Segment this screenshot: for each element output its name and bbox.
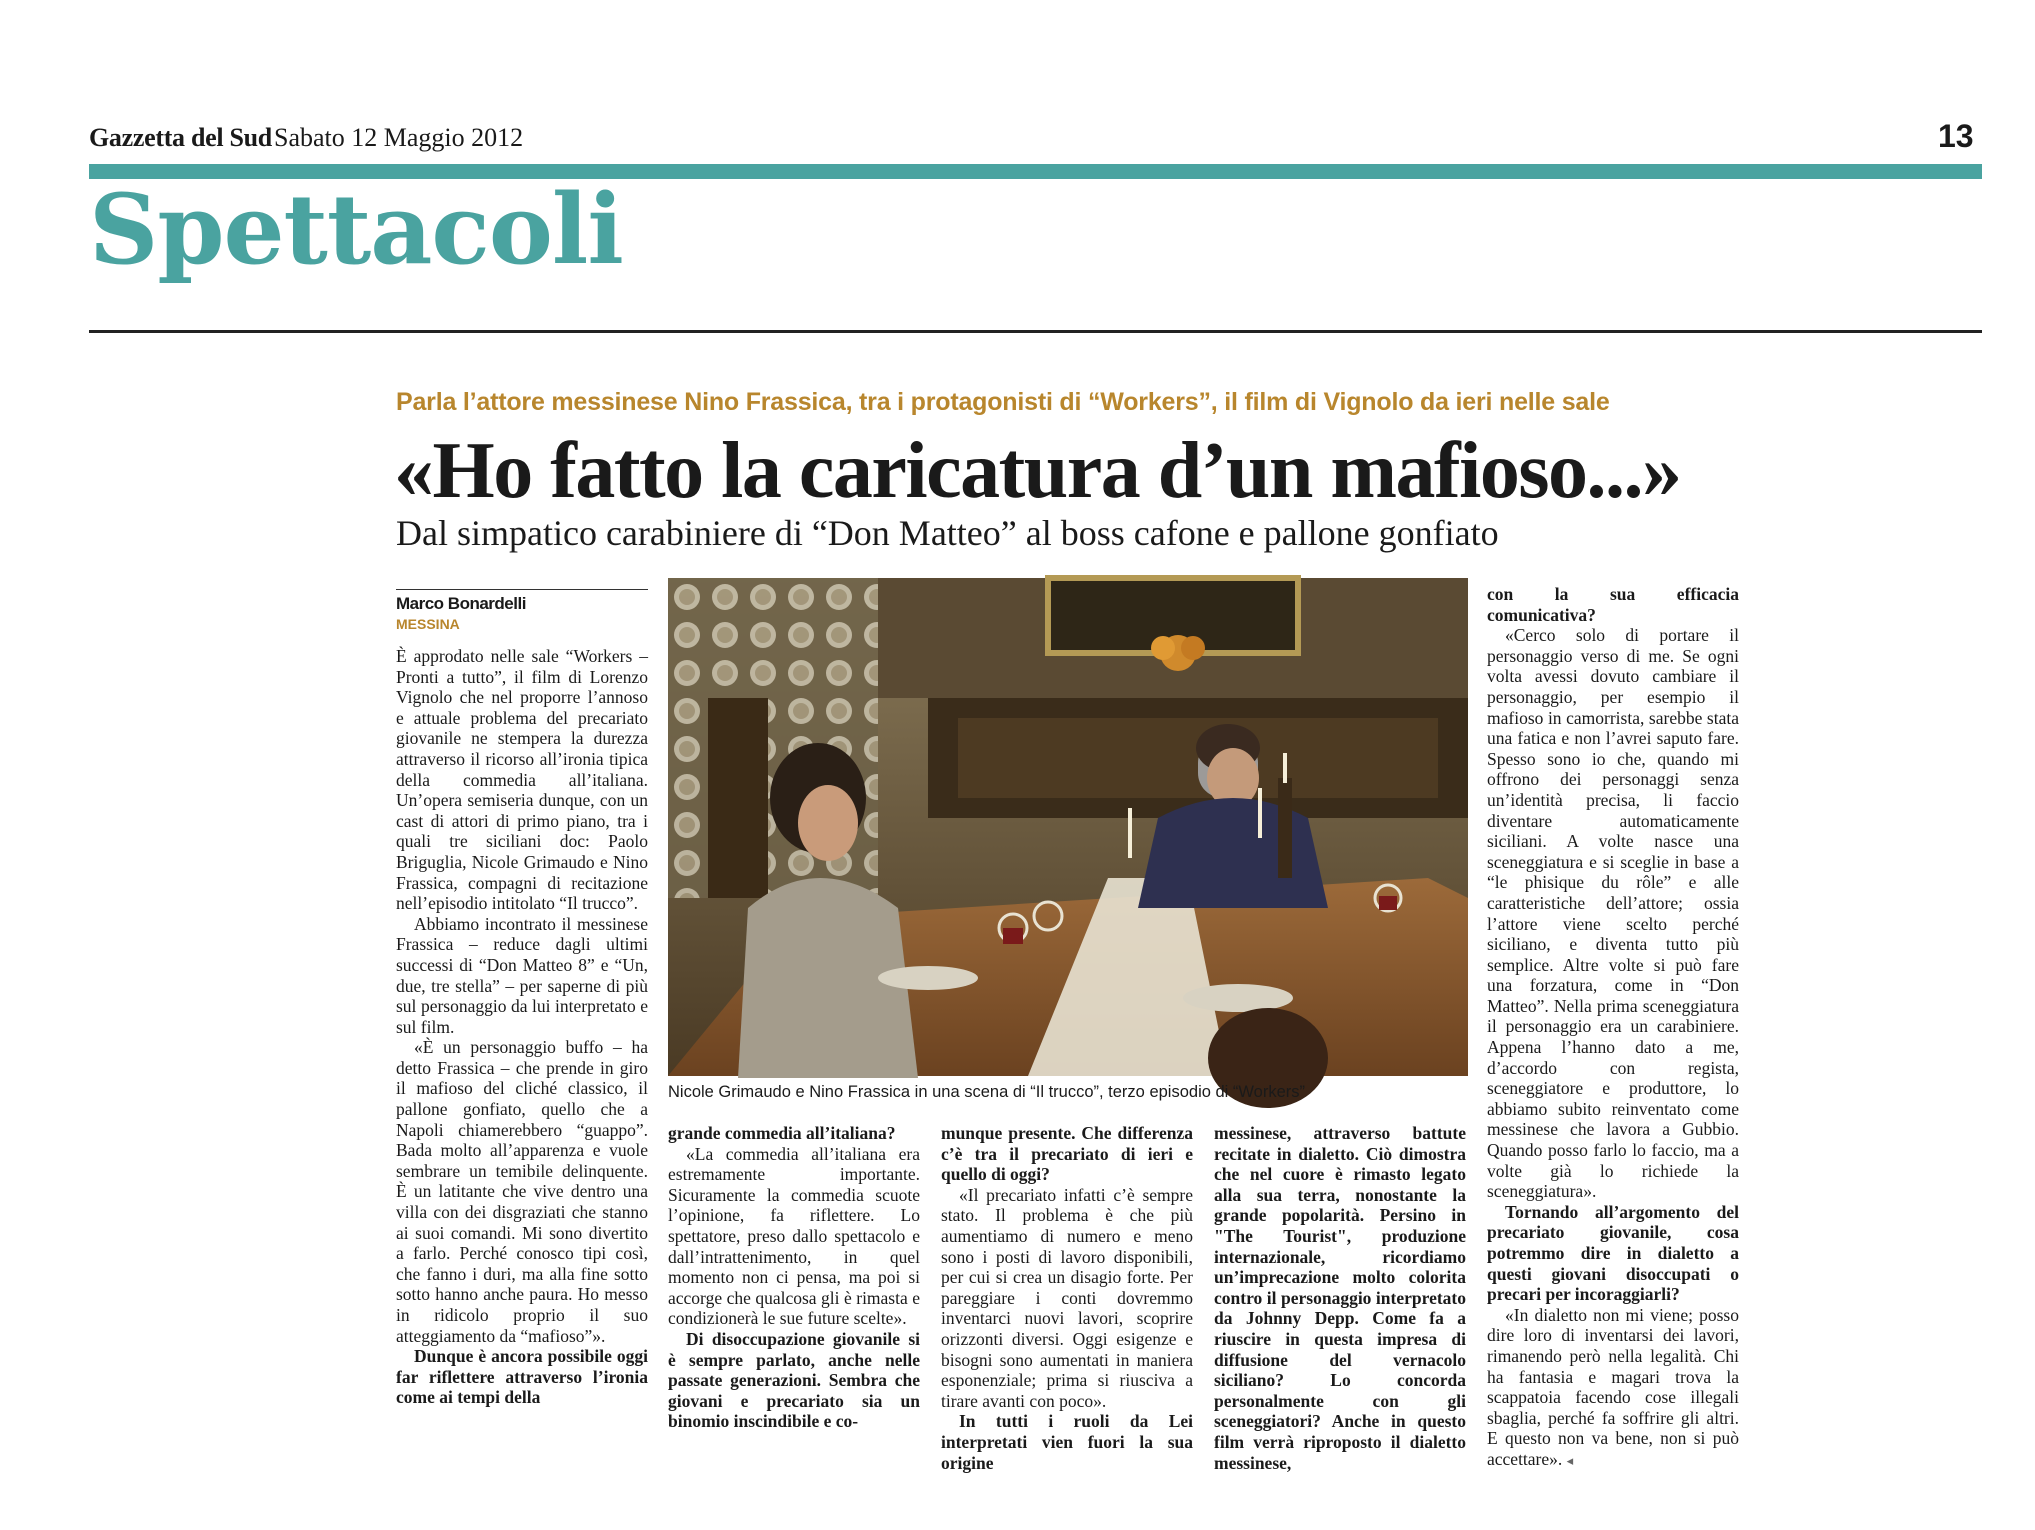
- byline-location: MESSINA: [396, 616, 460, 632]
- article-column-1: [396, 646, 648, 1456]
- paragraph: «È un personaggio buffo – ha detto Frassica – che prende in giro il mafioso del cliché classico, il pallone gonfiato, quello che a Napoli chiamerebbero “guappo”. Bada molto all’apparenza e vuole sembrare un temibile delinquente. È un latitante che vive dentro una villa con dei disgraziati che stanno ai suoi comandi. Mi sono divertito a farlo. Perché conosco tipi così, che fanno i duri, ma alla fine sotto sotto hanno anche paura. Ho messo in ridicolo proprio il suo atteggiamento da “mafioso”».: [396, 1037, 648, 1346]
- interview-question: con la sua efficacia comunicativa?: [1487, 584, 1739, 625]
- interview-question: Tornando all’argomento del precariato giovanile, cosa potremmo dire in dialetto a questi giovani disoccupati o precari per incoraggiarli?: [1487, 1201, 1739, 1305]
- article-column-5: [1487, 584, 1739, 1469]
- article-column-2: [668, 1123, 920, 1456]
- byline-author: Marco Bonardelli: [396, 594, 526, 613]
- paragraph: «La commedia all’italiana era estremamente importante. Sicuramente la commedia scuote l’opinione, fa riflettere. Lo spettatore, preso dallo spettacolo e dall’intrattenimento, in quel momento non ci pensa, ma poi si accorge che qualcosa gli è rimasta e condizionerà le sue future scelte».: [668, 1143, 920, 1329]
- interview-question: grande commedia all’italiana?: [668, 1123, 896, 1143]
- paragraph: «Il precariato infatti c’è sempre stato. Il problema è che più aumentiamo di numero e meno sono i posti di lavoro disponibili, per cui si crea un disagio forte. Per pareggiare i conti dovremmo inventarci nuovi lavori, scoprire orizzonti diversi. Oggi esigenze e bisogni sono aumentati in maniera esponenziale; prima si riusciva a tirare avanti con poco».: [941, 1184, 1193, 1411]
- article-column-4: [1214, 1123, 1466, 1473]
- interview-question: messinese, attraverso battute recitate in dialetto. Ciò dimostra che nel cuore è rimasto legato alla sua terra, nonostante la grande popolarità. Persino in "The Tourist", produzione internazionale, ricordiamo un’imprecazione molto colorita contro il personaggio interpretato da Johnny Depp. Come fa a riuscire in questa impresa di diffusione del vernacolo siciliano? Lo concorda personalmente con gli sceneggiatori? Anche in questo film verrà riproposto il dialetto messinese,: [1214, 1123, 1466, 1473]
- paragraph: «Cerco solo di portare il personaggio verso di me. Se ogni volta avessi dovuto cambiare il personaggio, per esempio il mafioso in camorrista, sarebbe stata una fatica e non l’avrei saputo fare. Spesso sono io che, quando mi offrono dei personaggi senza un’identità precisa, li faccio diventare automaticamente siciliani. A volte nasce una sceneggiatura e si sceglie in base a “le phisique du rôle” e alle caratteristiche dell’attore; ossia l’attore viene scelto perché siciliano, e diventa tutto più semplice. Altre volte si può fare una forzatura, come in “Don Matteo”. Nella prima sceneggiatura il personaggio era un carabiniere. Appena l’hanno dato a me, d’accordo con regista, sceneggiatore e produttore, lo abbiamo subito reinventato come messinese che lavora a Gubbio. Quando posso farlo lo faccio, ma a volte già lo richiede la sceneggiatura».: [1487, 625, 1739, 1202]
- article-subheadline: Dal simpatico carabiniere di “Don Matteo” al boss cafone e pallone gonfiato: [396, 513, 1499, 553]
- interview-question: Di disoccupazione giovanile si è sempre parlato, anche nelle passate generazioni. Sembra che giovani e precariato sia un binomio inscindibile e co-: [668, 1328, 920, 1432]
- paragraph: È approdato nelle sale “Workers – Pronti a tutto”, il film di Lorenzo Vignolo che nel proporre l’annoso e attuale problema del precariato giovanile ne stempera la durezza attraverso il ricorso all’ironia tipica della commedia all’italiana. Un’opera semiseria dunque, con un cast di attori di primo piano, tra i quali tre siciliani doc: Paolo Briguglia, Nicole Grimaudo e Nino Frassica, compagni di recitazione nell’episodio intitolato “Il trucco”.: [396, 646, 648, 914]
- article-photo: [668, 578, 1468, 1076]
- article-headline: «Ho fatto la caricatura d’un mafioso...»: [394, 427, 1681, 515]
- dinner-scene-illustration: [668, 578, 1468, 1076]
- section-title: Spettacoli: [89, 173, 623, 286]
- section-divider: [89, 330, 1982, 333]
- paragraph: Abbiamo incontrato il messinese Frassica – reduce dagli ultimi successi di “Don Matteo 8” e “Un, due, tre stella” – per saperne di più sul personaggio da lui interpretato e sul film.: [396, 913, 648, 1037]
- end-mark-icon: ◂: [1566, 1452, 1574, 1468]
- masthead-newspaper-name: Gazzetta del Sud: [89, 123, 272, 152]
- page-number: 13: [1938, 118, 1974, 154]
- photo-caption: Nicole Grimaudo e Nino Frassica in una scena di “Il trucco”, terzo episodio di “Workers”: [668, 1083, 1306, 1101]
- paragraph: [1487, 1305, 1739, 1472]
- article-kicker: Parla l’attore messinese Nino Frassica, tra i protagonisti di “Workers”, il film di Vignolo da ieri nelle sale: [396, 388, 1610, 416]
- interview-question: In tutti i ruoli da Lei interpretati vien fuori la sua origine: [941, 1411, 1193, 1473]
- interview-question: Dunque è ancora possibile oggi far riflettere attraverso l’ironia come ai tempi della: [396, 1346, 648, 1408]
- masthead-date: Sabato 12 Maggio 2012: [274, 123, 524, 152]
- interview-question: munque presente. Che differenza c’è tra il precariato di ieri e quello di oggi?: [941, 1123, 1193, 1185]
- article-column-3: [941, 1123, 1193, 1473]
- byline-divider: [396, 589, 648, 590]
- paragraph-text: «In dialetto non mi viene; posso dire loro di inventarsi dei lavori, rimanendo però nella legalità. Chi ha fantasia e magari trova la scappatoia facendo cose illegali sbaglia, perché fa soffrire gli altri. E questo non va bene, non si può accettare».: [1487, 1304, 1739, 1469]
